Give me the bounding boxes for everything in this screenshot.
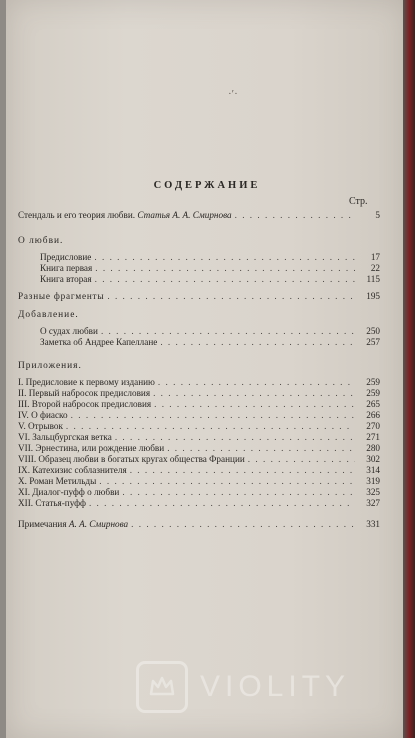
toc-entry: Книга первая . . . 22 bbox=[40, 263, 380, 274]
leader-dots bbox=[235, 210, 355, 221]
section-heading-appendix: Приложения. bbox=[18, 361, 82, 371]
toc-entry-fragments: Разные фрагменты . . . 195 bbox=[18, 291, 380, 302]
watermark-text: VIOLITY bbox=[200, 670, 351, 703]
toc-entry: Предисловие . . . 17 bbox=[40, 252, 380, 263]
toc-entry: I. Предисловие к первому изданию . . . 259 bbox=[18, 377, 380, 388]
toc-entry: IV. О фиаско . . . 266 bbox=[18, 410, 380, 421]
toc-entry: Книга вторая . . . 115 bbox=[40, 274, 380, 285]
toc-title: СОДЕРЖАНИЕ bbox=[153, 180, 261, 191]
crown-icon bbox=[136, 661, 188, 713]
toc-entry-intro bbox=[18, 210, 380, 221]
toc-entry: О судах любви . . . 250 bbox=[40, 326, 380, 337]
page-mark: ·ʹ· bbox=[228, 88, 238, 100]
toc-entry: III. Второй набросок предисловия . . . 265 bbox=[18, 399, 380, 410]
toc-entry: XII. Статья-пуфф . . . 327 bbox=[18, 498, 380, 509]
watermark bbox=[136, 662, 415, 712]
toc-entry: XI. Диалог-пуфф о любви . . . 325 bbox=[18, 487, 380, 498]
toc-entry: V. Отрывок . . . 270 bbox=[18, 421, 380, 432]
toc-entry: IX. Катехизис соблазнителя . . . 314 bbox=[18, 465, 380, 476]
toc-entry: II. Первый набросок предисловия . . . 259 bbox=[18, 388, 380, 399]
toc-entry: Заметка об Андрее Капеллане . . . 257 bbox=[40, 337, 380, 348]
toc-entry-page: 5 bbox=[375, 210, 380, 220]
toc-entry: VII. Эрнестина, или рождение любви . . . 280 bbox=[18, 443, 380, 454]
toc-entry-label: Стендаль и его теория любви. Статья А. А. Смирнова bbox=[18, 210, 232, 220]
toc-entry: X. Роман Метильды . . . 319 bbox=[18, 476, 380, 487]
toc-entry: VIII. Образец любви в богатых кругах общества Франции . . . 302 bbox=[18, 454, 380, 465]
book-spine bbox=[403, 0, 415, 738]
book-page bbox=[6, 0, 408, 738]
toc-entry: VI. Зальцбургская ветка . . . 271 bbox=[18, 432, 380, 443]
section-heading-addition: Добавление. bbox=[18, 310, 79, 320]
page-column-label: Стр. bbox=[349, 196, 368, 207]
toc-entry-notes: Примечания А. А. Смирнова . . . 331 bbox=[18, 519, 380, 530]
section-heading-love: О любви. bbox=[18, 236, 64, 246]
